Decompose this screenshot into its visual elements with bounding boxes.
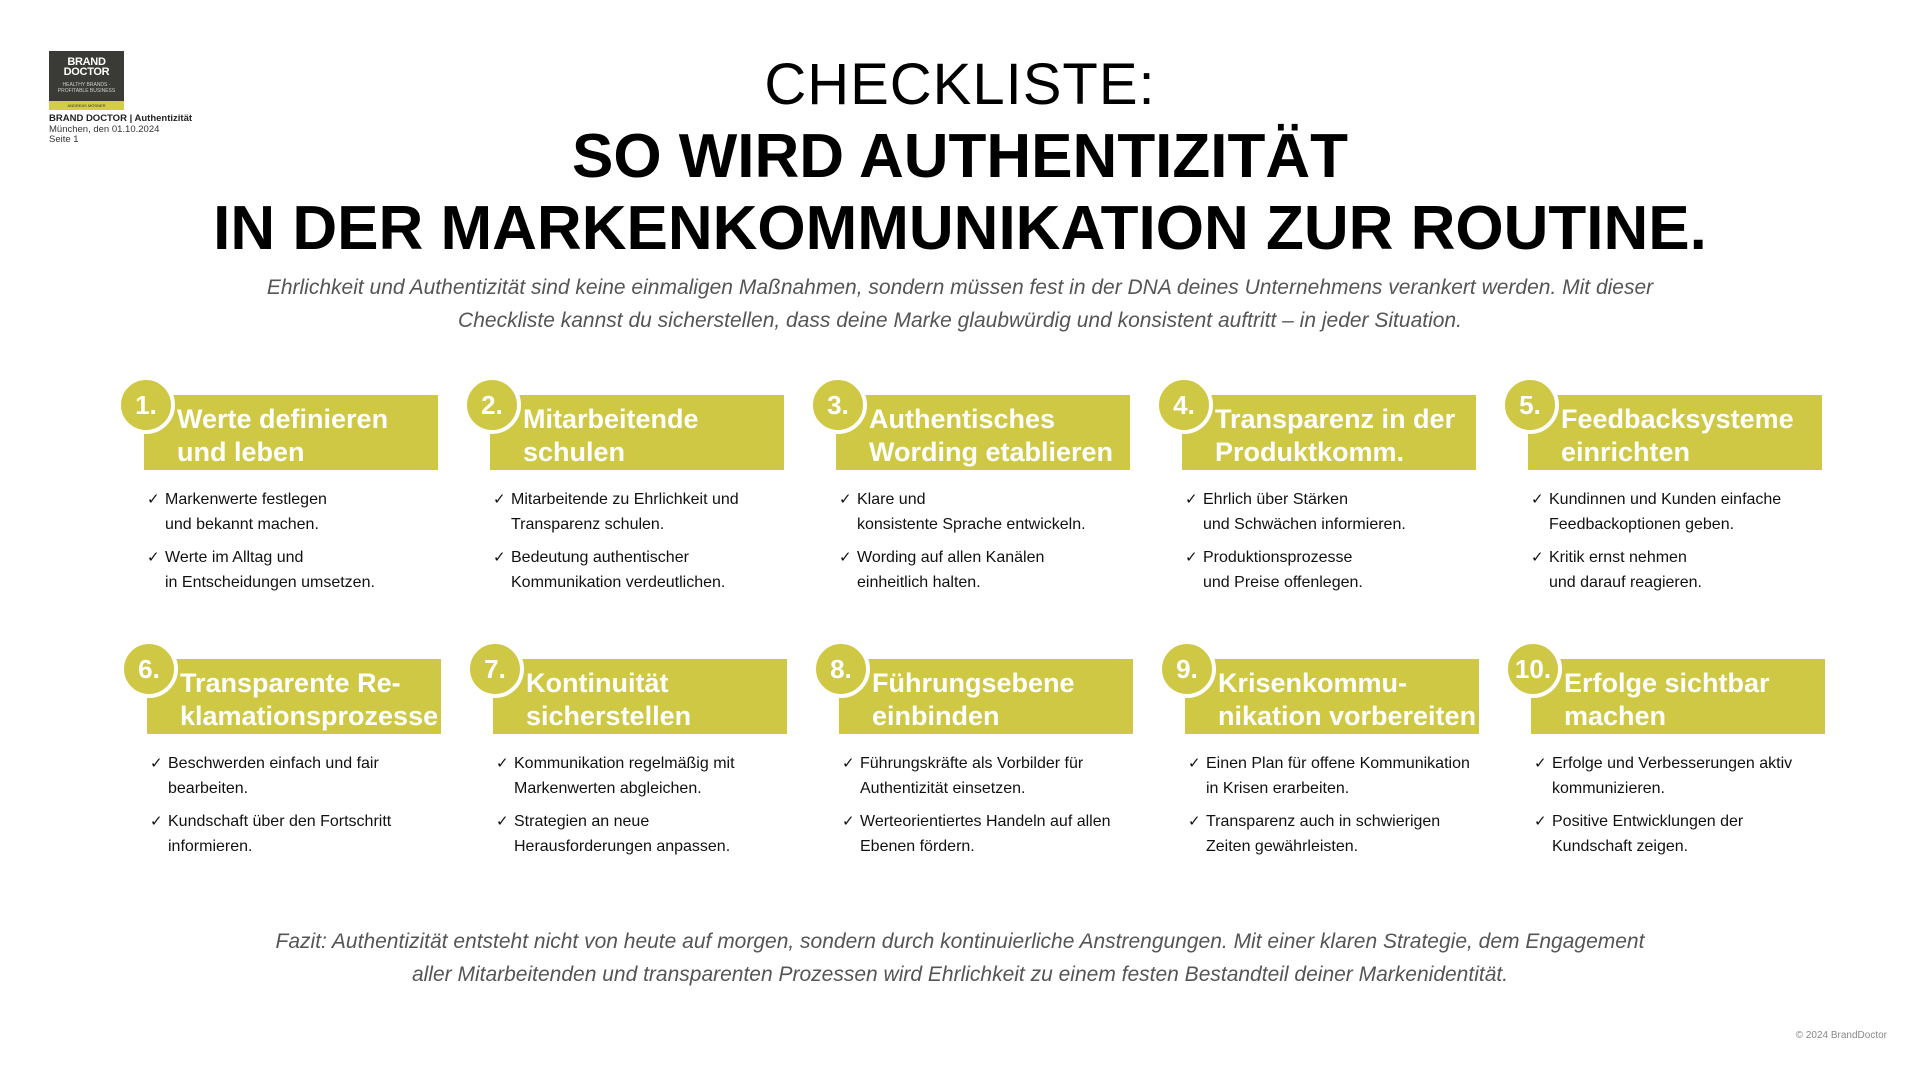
item-title-line-2: einbinden xyxy=(872,701,1000,731)
checkmark-icon: ✓ xyxy=(147,491,160,508)
item-number-badge: 8. xyxy=(812,640,870,698)
checklist-item xyxy=(1155,376,1485,626)
item-title-line-1: Feedbacksysteme xyxy=(1561,404,1794,434)
check-item xyxy=(1185,545,1485,595)
check-text-line-2: kommunizieren. xyxy=(1552,780,1665,797)
check-item xyxy=(496,751,796,801)
item-title xyxy=(1564,667,1834,733)
item-title-line-2: einrichten xyxy=(1561,437,1691,467)
page-title-line-2: SO WIRD AUTHENTIZITÄT xyxy=(571,122,1349,191)
check-text-line-1: Beschwerden einfach und fair xyxy=(168,755,379,772)
checkmark-icon: ✓ xyxy=(1188,755,1201,772)
check-text-line-1: Transparenz auch in schwierigen xyxy=(1206,813,1441,830)
check-text-line-1: Kundschaft über den Fortschritt xyxy=(168,813,392,830)
item-number-badge: 10. xyxy=(1504,640,1562,698)
check-text-line-1: Mitarbeitende zu Ehrlichkeit und xyxy=(511,491,739,508)
item-title xyxy=(180,667,450,733)
check-text-line-1: Markenwerte festlegen xyxy=(165,491,327,508)
check-text-line-2: informieren. xyxy=(168,838,253,855)
item-title-line-2: Wording etablieren xyxy=(869,437,1114,467)
checkmark-icon: ✓ xyxy=(1185,491,1198,508)
item-title-line-1: Führungsebene xyxy=(872,668,1075,698)
checkmark-icon: ✓ xyxy=(839,491,852,508)
check-text-line-2: in Krisen erarbeiten. xyxy=(1206,780,1350,797)
item-title-line-1: Erfolge sichtbar xyxy=(1564,668,1770,698)
check-text-line-1: Werte im Alltag und xyxy=(165,549,304,566)
check-text-line-2: und Schwächen informieren. xyxy=(1203,516,1406,533)
item-number-badge: 7. xyxy=(466,640,524,698)
conclusion-text xyxy=(260,925,1660,991)
check-text-line-2: Markenwerten abgleichen. xyxy=(514,780,702,797)
check-text-line-2: Kundschaft zeigen. xyxy=(1552,838,1689,855)
check-text-line-1: Kommunikation regelmäßig mit xyxy=(514,755,735,772)
intro-line-1: Ehrlichkeit und Authentizität sind keine einmaligen Maßnahmen, sondern müssen fest in der DNA deines Unternehmens verankert werden. Mit dieser xyxy=(266,276,1654,299)
check-item xyxy=(1188,809,1488,859)
check-item xyxy=(493,545,793,595)
checkmark-icon: ✓ xyxy=(1531,549,1544,566)
item-title-line-1: Authentisches xyxy=(869,404,1056,434)
check-list xyxy=(493,487,793,603)
check-text-line-2: Zeiten gewährleisten. xyxy=(1206,838,1359,855)
check-list xyxy=(496,751,796,867)
check-list xyxy=(1185,487,1485,603)
item-number-badge: 1. xyxy=(117,376,175,434)
check-list xyxy=(1531,487,1831,603)
checklist-item xyxy=(466,640,796,890)
check-text-line-2: und bekannt machen. xyxy=(165,516,319,533)
doc-meta-page: Seite 1 xyxy=(49,134,79,145)
checklist-item xyxy=(1504,640,1834,890)
item-title-line-2: und leben xyxy=(177,437,305,467)
checklist-item xyxy=(812,640,1142,890)
doc-meta-date: München, den 01.10.2024 xyxy=(49,123,160,135)
item-title-line-1: Transparenz in der xyxy=(1215,404,1456,434)
item-number-badge: 5. xyxy=(1501,376,1559,434)
check-text-line-2: und darauf reagieren. xyxy=(1549,574,1702,591)
item-title xyxy=(1218,667,1488,733)
check-item xyxy=(842,751,1142,801)
check-text-line-1: Führungskräfte als Vorbilder für xyxy=(860,755,1084,772)
check-list xyxy=(150,751,450,867)
checkmark-icon: ✓ xyxy=(1534,755,1547,772)
check-list xyxy=(842,751,1142,867)
check-item xyxy=(1534,751,1834,801)
item-title-line-2: machen xyxy=(1564,701,1667,731)
check-list xyxy=(839,487,1139,603)
checklist-item xyxy=(463,376,793,626)
copyright-note: © 2024 BrandDoctor xyxy=(1795,1030,1887,1041)
check-text-line-2: und Preise offenlegen. xyxy=(1203,574,1363,591)
logo-tagline: HEALTHY BRANDS · PROFITABLE BUSINESS xyxy=(57,82,116,94)
item-number-badge: 6. xyxy=(120,640,178,698)
logo-word-brand: BRAND xyxy=(67,56,106,68)
item-title-line-2: klamationsprozesse xyxy=(180,701,439,731)
item-title-line-1: Werte definieren xyxy=(177,404,389,434)
check-text-line-2: konsistente Sprache entwickeln. xyxy=(857,516,1086,533)
checkmark-icon: ✓ xyxy=(842,813,855,830)
check-item xyxy=(493,487,793,537)
page-title-line-3: IN DER MARKENKOMMUNIKATION ZUR ROUTINE. xyxy=(213,194,1707,263)
check-text-line-1: Klare und xyxy=(857,491,926,508)
check-text-line-1: Bedeutung authentischer xyxy=(511,549,689,566)
checkmark-icon: ✓ xyxy=(1531,491,1544,508)
check-list xyxy=(1188,751,1488,867)
checkmark-icon: ✓ xyxy=(839,549,852,566)
conclusion-line-1: Fazit: Authentizität entsteht nicht von heute auf morgen, sondern durch kontinuierliche Anstrengungen. Mit einer klaren Strategie, dem Engagement xyxy=(275,930,1645,953)
check-text-line-1: Erfolge und Verbesserungen aktiv xyxy=(1552,755,1793,772)
check-text-line-2: Herausforderungen anpassen. xyxy=(514,838,731,855)
check-item xyxy=(1534,809,1834,859)
checkmark-icon: ✓ xyxy=(493,549,506,566)
check-text-line-2: Feedbackoptionen geben. xyxy=(1549,516,1735,533)
item-number-badge: 2. xyxy=(463,376,521,434)
checkmark-icon: ✓ xyxy=(147,549,160,566)
page-title-line-1: CHECKLISTE: xyxy=(764,52,1156,117)
check-text-line-2: bearbeiten. xyxy=(168,780,249,797)
intro-line-2: Checkliste kannst du sicherstellen, dass deine Marke glaubwürdig und konsistent auftritt – in jeder Situation. xyxy=(458,309,1462,332)
item-title-line-1: Mitarbeitende xyxy=(523,404,699,434)
check-text-line-1: Ehrlich über Stärken xyxy=(1203,491,1348,508)
checklist-item xyxy=(120,640,450,890)
item-title-line-1: Kontinuität xyxy=(526,668,669,698)
checkmark-icon: ✓ xyxy=(493,491,506,508)
check-item xyxy=(496,809,796,859)
check-item xyxy=(147,545,447,595)
item-title xyxy=(1215,403,1485,469)
item-title xyxy=(872,667,1142,733)
checkmark-icon: ✓ xyxy=(1534,813,1547,830)
check-text-line-1: Strategien an neue xyxy=(514,813,650,830)
check-item xyxy=(1188,751,1488,801)
check-list xyxy=(147,487,447,603)
check-text-line-2: in Entscheidungen umsetzen. xyxy=(165,574,375,591)
check-item xyxy=(839,545,1139,595)
item-title-line-2: Produktkomm. xyxy=(1215,437,1405,467)
check-text-line-2: Ebenen fördern. xyxy=(860,838,975,855)
check-item xyxy=(1185,487,1485,537)
item-number-badge: 9. xyxy=(1158,640,1216,698)
check-text-line-2: Transparenz schulen. xyxy=(511,516,665,533)
item-title-line-2: schulen xyxy=(523,437,626,467)
checkmark-icon: ✓ xyxy=(1185,549,1198,566)
check-text-line-1: Wording auf allen Kanälen xyxy=(857,549,1045,566)
logo-word-doctor: DOCTOR xyxy=(63,66,110,78)
check-item xyxy=(150,809,450,859)
checkmark-icon: ✓ xyxy=(150,813,163,830)
item-number-badge: 4. xyxy=(1155,376,1213,434)
check-text-line-1: Produktionsprozesse xyxy=(1203,549,1353,566)
check-item xyxy=(1531,487,1831,537)
checklist-item xyxy=(809,376,1139,626)
item-title xyxy=(177,403,447,469)
checkmark-icon: ✓ xyxy=(1188,813,1201,830)
check-list xyxy=(1534,751,1834,867)
check-text-line-2: Authentizität einsetzen. xyxy=(860,780,1026,797)
checkmark-icon: ✓ xyxy=(150,755,163,772)
conclusion-line-2: aller Mitarbeitenden und transparenten Prozessen wird Ehrlichkeit zu einem festen Bestandteil deiner Markenidentität. xyxy=(411,963,1509,986)
doc-meta-title: BRAND DOCTOR | Authentizität xyxy=(49,113,193,124)
item-number-badge: 3. xyxy=(809,376,867,434)
checklist-item xyxy=(117,376,447,626)
checklist-item xyxy=(1501,376,1831,626)
check-item xyxy=(147,487,447,537)
check-text-line-1: Einen Plan für offene Kommunikation xyxy=(1206,755,1470,772)
check-item xyxy=(1531,545,1831,595)
check-item xyxy=(842,809,1142,859)
checklist-item xyxy=(1158,640,1488,890)
logo-bar-text: ANDREAS MÖSNER xyxy=(67,103,106,108)
check-text-line-1: Kundinnen und Kunden einfache xyxy=(1549,491,1782,508)
item-title xyxy=(869,403,1139,469)
check-text-line-2: einheitlich halten. xyxy=(857,574,981,591)
item-title-line-1: Krisenkommu- xyxy=(1218,668,1408,698)
check-text-line-2: Kommunikation verdeutlichen. xyxy=(511,574,726,591)
checkmark-icon: ✓ xyxy=(842,755,855,772)
item-title-line-2: sicherstellen xyxy=(526,701,692,731)
item-title-line-1: Transparente Re- xyxy=(180,668,401,698)
check-text-line-1: Kritik ernst nehmen xyxy=(1549,549,1687,566)
check-text-line-1: Positive Entwicklungen der xyxy=(1552,813,1744,830)
checkmark-icon: ✓ xyxy=(496,813,509,830)
item-title-line-2: nikation vorbereiten xyxy=(1218,701,1477,731)
intro-text xyxy=(260,271,1660,337)
check-item xyxy=(150,751,450,801)
item-title xyxy=(526,667,796,733)
checkmark-icon: ✓ xyxy=(496,755,509,772)
item-title xyxy=(1561,403,1831,469)
item-title xyxy=(523,403,793,469)
check-text-line-1: Werteorientiertes Handeln auf allen xyxy=(860,813,1111,830)
check-item xyxy=(839,487,1139,537)
